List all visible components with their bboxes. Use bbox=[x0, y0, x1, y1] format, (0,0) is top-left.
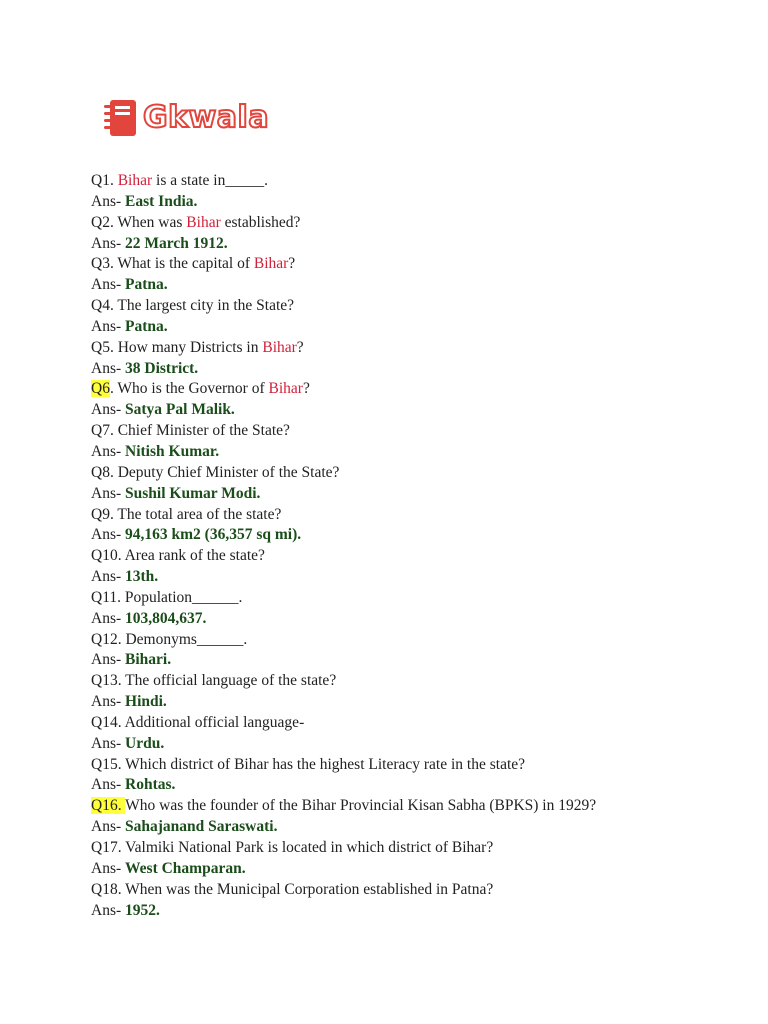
question-keyword: Bihar bbox=[186, 213, 221, 231]
logo bbox=[101, 96, 269, 140]
question-number: Q12 bbox=[91, 630, 118, 648]
answer-prefix: Ans- bbox=[91, 818, 126, 836]
question-line bbox=[91, 338, 751, 359]
answer-line bbox=[91, 609, 751, 630]
answer-line bbox=[91, 817, 751, 838]
answer-value: 103,804,637. bbox=[125, 609, 207, 627]
question-number: Q8 bbox=[91, 463, 110, 481]
answer-prefix: Ans- bbox=[91, 442, 126, 460]
question-keyword: Bihar bbox=[262, 338, 297, 356]
question-number: Q17 bbox=[91, 839, 118, 856]
answer-prefix: Ans- bbox=[91, 734, 126, 752]
answer-prefix: Ans- bbox=[91, 192, 126, 210]
question-text: . The largest city in the State? bbox=[109, 297, 295, 315]
question-text-end: ? bbox=[288, 255, 296, 273]
answer-line bbox=[91, 317, 751, 338]
question-line bbox=[91, 671, 751, 692]
answer-line bbox=[91, 525, 751, 546]
question-number: Q18 bbox=[91, 880, 118, 898]
question-text: . Deputy Chief Minister of the State? bbox=[109, 463, 340, 481]
question-line bbox=[91, 588, 751, 609]
notebook-icon bbox=[101, 97, 141, 139]
answer-line bbox=[91, 901, 751, 922]
question-line bbox=[91, 379, 751, 400]
answer-prefix: Ans- bbox=[91, 568, 126, 586]
answer-value: West Champaran. bbox=[125, 859, 246, 877]
question-text: . When was the Municipal Corporation established in Patna? bbox=[117, 880, 494, 898]
question-number: Q7 bbox=[91, 422, 110, 440]
question-number: Q4 bbox=[91, 297, 110, 315]
answer-prefix: Ans- bbox=[91, 693, 126, 711]
question-text: . Area rank of the state? bbox=[117, 547, 265, 565]
logo-text: Gkwala bbox=[143, 100, 270, 135]
answer-value: Urdu. bbox=[125, 734, 165, 752]
answer-line bbox=[91, 234, 751, 255]
answer-value: Satya Pal Malik. bbox=[125, 401, 235, 419]
question-text-end: ? bbox=[296, 338, 304, 356]
answer-value: East India. bbox=[125, 192, 198, 210]
answer-line bbox=[91, 734, 751, 755]
answer-value: Rohtas. bbox=[125, 776, 176, 794]
question-number: Q11 bbox=[91, 588, 118, 606]
question-text: . Which district of Bihar has the highest Literacy rate in the state? bbox=[117, 755, 526, 773]
answer-value: 94,163 km2 (36,357 sq mi). bbox=[125, 526, 302, 544]
answer-value: 1952. bbox=[125, 901, 160, 919]
answer-prefix: Ans- bbox=[91, 609, 126, 627]
question-text-end: ? bbox=[302, 380, 310, 398]
question-text: . Valmiki National Park is located in which district of Bihar? bbox=[117, 839, 494, 856]
question-number: Q2 bbox=[91, 213, 110, 231]
question-number: Q5 bbox=[91, 338, 110, 356]
answer-prefix: Ans- bbox=[91, 234, 126, 252]
answer-line bbox=[91, 650, 751, 671]
answer-prefix: Ans- bbox=[91, 859, 126, 877]
question-number: Q15 bbox=[91, 755, 118, 773]
question-text-end: is a state in_____. bbox=[152, 172, 268, 189]
question-text: Who was the founder of the Bihar Provincial Kisan Sabha (BPKS) in 1929? bbox=[125, 797, 597, 815]
answer-line bbox=[91, 442, 751, 463]
qa-list bbox=[91, 171, 751, 921]
question-keyword: Bihar bbox=[268, 380, 303, 398]
question-line bbox=[91, 630, 751, 651]
answer-prefix: Ans- bbox=[91, 776, 126, 794]
question-text: . Demonyms______. bbox=[117, 630, 248, 648]
answer-line bbox=[91, 859, 751, 880]
answer-value: Patna. bbox=[125, 276, 168, 294]
question-number: Q13 bbox=[91, 672, 118, 690]
answer-value: Sushil Kumar Modi. bbox=[125, 484, 261, 502]
question-line bbox=[91, 421, 751, 442]
question-line bbox=[91, 463, 751, 484]
question-number: Q9 bbox=[91, 505, 110, 523]
question-text-end: established? bbox=[220, 213, 301, 231]
question-number: Q1 bbox=[91, 172, 110, 189]
answer-line bbox=[91, 359, 751, 380]
answer-value: Patna. bbox=[125, 317, 168, 335]
question-text: . Additional official language- bbox=[117, 713, 305, 731]
question-text: . Chief Minister of the State? bbox=[109, 422, 290, 440]
answer-prefix: Ans- bbox=[91, 526, 126, 544]
answer-prefix: Ans- bbox=[91, 651, 126, 669]
question-line bbox=[91, 880, 751, 901]
question-line bbox=[91, 296, 751, 317]
answer-value: Hindi. bbox=[125, 693, 167, 711]
answer-line bbox=[91, 484, 751, 505]
question-line bbox=[91, 505, 751, 526]
question-line bbox=[91, 171, 751, 192]
question-text: . The total area of the state? bbox=[109, 505, 282, 523]
question-number: Q3 bbox=[91, 255, 110, 273]
answer-prefix: Ans- bbox=[91, 317, 126, 335]
answer-value: Nitish Kumar. bbox=[125, 442, 220, 460]
question-line bbox=[91, 713, 751, 734]
question-line bbox=[91, 796, 751, 817]
answer-value: 13th. bbox=[125, 568, 159, 586]
answer-value: 38 District. bbox=[125, 359, 199, 377]
answer-line bbox=[91, 567, 751, 588]
question-number: Q14 bbox=[91, 713, 118, 731]
answer-line bbox=[91, 400, 751, 421]
answer-value: Sahajanand Saraswati. bbox=[125, 818, 278, 836]
answer-prefix: Ans- bbox=[91, 484, 126, 502]
answer-prefix: Ans- bbox=[91, 359, 126, 377]
answer-line bbox=[91, 692, 751, 713]
answer-line bbox=[91, 275, 751, 296]
question-line bbox=[91, 755, 751, 776]
question-line bbox=[91, 838, 751, 859]
answer-value: Bihari. bbox=[125, 651, 172, 669]
question-number: Q16. bbox=[91, 797, 126, 815]
answer-line bbox=[91, 775, 751, 796]
question-text: . What is the capital of bbox=[109, 255, 254, 273]
question-line bbox=[91, 254, 751, 275]
question-text: . Population______. bbox=[117, 588, 243, 606]
question-text: . How many Districts in bbox=[109, 338, 263, 356]
question-text: . When was bbox=[109, 213, 187, 231]
question-keyword: Bihar bbox=[117, 172, 153, 189]
answer-prefix: Ans- bbox=[91, 276, 126, 294]
question-number: Q6 bbox=[91, 380, 110, 398]
answer-prefix: Ans- bbox=[91, 401, 126, 419]
question-number: Q10 bbox=[91, 547, 118, 565]
answer-prefix: Ans- bbox=[91, 901, 126, 919]
question-line bbox=[91, 213, 751, 234]
answer-line bbox=[91, 192, 751, 213]
question-line bbox=[91, 546, 751, 567]
question-text: . Who is the Governor of bbox=[109, 380, 269, 398]
question-text: . The official language of the state? bbox=[117, 672, 337, 690]
question-text: . bbox=[109, 172, 118, 189]
question-keyword: Bihar bbox=[253, 255, 289, 273]
answer-value: 22 March 1912. bbox=[125, 234, 228, 252]
